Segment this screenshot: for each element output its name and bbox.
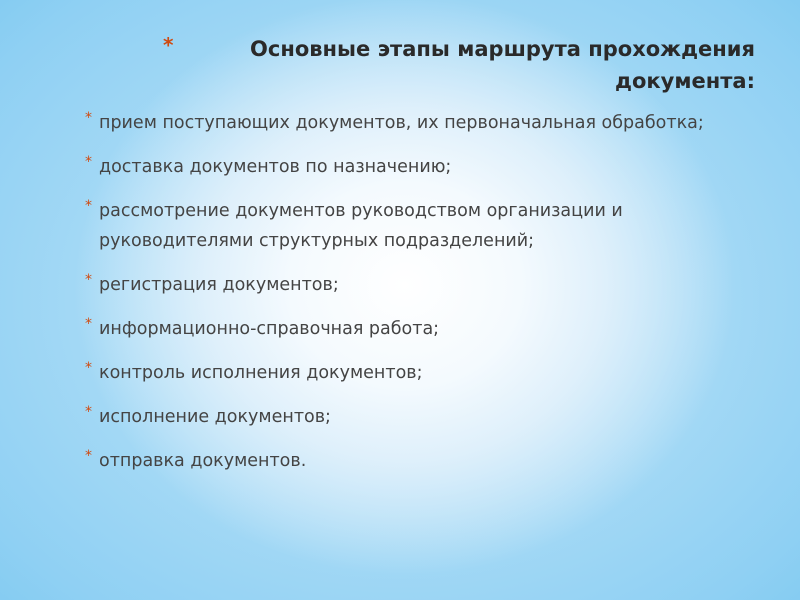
bullet-star: * <box>85 110 92 126</box>
bullet-star: * <box>85 272 92 288</box>
bullet-star: * <box>85 448 92 464</box>
list-item <box>85 152 745 182</box>
step-text: информационно-справочная работа; <box>99 319 440 339</box>
list-item <box>85 196 745 256</box>
bullet-star: * <box>85 198 92 214</box>
list-item <box>85 446 745 476</box>
list-item <box>85 108 745 138</box>
step-text: доставка документов по назначению; <box>99 157 452 177</box>
step-text: прием поступающих документов, их первоначальная обработка; <box>99 113 704 133</box>
list-item <box>85 270 745 300</box>
bullet-star: * <box>85 404 92 420</box>
list-item <box>85 402 745 432</box>
step-text: регистрация документов; <box>99 275 339 295</box>
steps-list <box>85 108 745 490</box>
bullet-star: * <box>85 316 92 332</box>
step-text: отправка документов. <box>99 451 307 471</box>
step-text: рассмотрение документов руководством организации и руководителями структурных подразделений; <box>99 201 623 251</box>
step-text: исполнение документов; <box>99 407 331 427</box>
bullet-star: * <box>85 360 92 376</box>
title-bullet-star: * <box>163 33 174 57</box>
slide-title: Основные этапы маршрута прохождения документа: <box>250 37 755 93</box>
list-item <box>85 314 745 344</box>
step-text: контроль исполнения документов; <box>99 363 423 383</box>
bullet-star: * <box>85 154 92 170</box>
list-item <box>85 358 745 388</box>
